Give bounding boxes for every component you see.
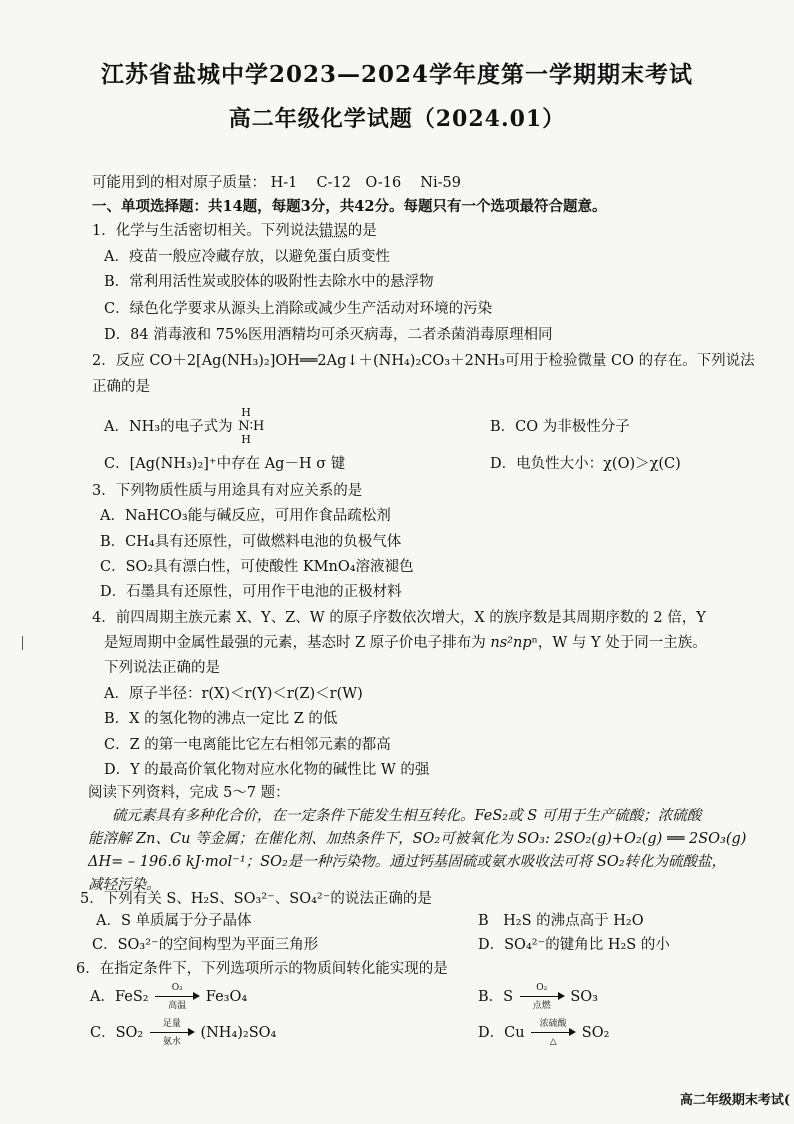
electron-formula-h-bottom: H [241,433,251,446]
q6-d-product: SO₂ [581,1025,610,1041]
q4-electron-config-sup: ⁿ [531,635,538,651]
q6-b-arrow-line [520,996,560,997]
q4-stem-line2-d: ，W 与 Y 处于同一主族。 [537,635,707,651]
q4-stem-line3: 下列说法正确的是 [104,660,220,676]
q6-d-reactant: D．Cu [478,1025,525,1041]
section-heading: 一、单项选择题：共14题，每题3分，共42分。每题只有一个选项最符合题意。 [92,198,607,215]
q1-stem-a: 1．化学与生活密切相关。下列说法 [92,223,319,239]
q2-option-a [104,406,271,446]
q6-a-arrow-head [193,992,200,1000]
q6-d-arrow [529,1019,577,1047]
q4-stem-line2-a: 是短周期中金属性最强的元素，基态时 Z 原子价电子排布为 [104,635,491,651]
q4-electron-config: ns²np [490,635,532,651]
q6-d-arrow-head [569,1028,576,1036]
electron-formula-h-top: H [241,406,251,419]
q2-option-c: C．[Ag(NH₃)₂]⁺中存在 Ag－H σ 键 [104,456,346,472]
q5-stem: 5．下列有关 S、H₂S、SO₃²⁻、SO₄²⁻的说法正确的是 [80,891,432,907]
q6-a-arrow-line [155,996,195,997]
q6-b-reactant: B．S [478,989,514,1005]
q6-c-arrow [148,1019,196,1047]
q6-stem: 6．在指定条件下，下列选项所示的物质间转化能实现的是 [76,961,448,977]
q6-a-arrow-top: O₂ [171,983,183,993]
q6-a-reactant: A．FeS₂ [90,989,149,1005]
q1-option-d: D．84 消毒液和 75%医用酒精均可杀灭病毒，二者杀菌消毒原理相同 [104,327,553,343]
q6-d-arrow-bottom: △ [549,1037,557,1047]
q6-c-arrow-line [150,1032,190,1033]
q1-stem [92,222,377,240]
q1-option-a: A．疫苗一般应冷藏存放，以避免蛋白质变性 [104,249,390,265]
q5-option-c: C．SO₃²⁻的空间构型为平面三角形 [92,937,319,953]
q2-option-b: B．CO 为非极性分子 [490,419,630,435]
q6-b-arrow-top: O₂ [536,983,548,993]
reading-paragraph-line1: 硫元素具有多种化合价，在一定条件下能发生相互转化。FeS₂或 S 可用于生产硫酸；浓硫酸 [112,808,702,824]
q1-option-c: C．绿色化学要求从源头上消除或减少生产活动对环境的污染 [104,301,493,317]
q4-option-d: D．Y 的最高价氧化物对应水化物的碱性比 W 的强 [104,762,430,778]
q6-d-arrow-line [531,1032,571,1033]
q6-c-arrow-head [188,1028,195,1036]
reading-paragraph-line4: 减轻污染。 [88,877,161,893]
q6-c-arrow-top: 足量 [162,1019,181,1029]
q6-option-c [90,1019,277,1047]
q4-stem-line2 [104,634,707,652]
q4-option-c: C．Z 的第一电离能比它左右相邻元素的都高 [104,737,391,753]
q4-option-b: B．X 的氢化物的沸点一定比 Z 的低 [104,711,338,727]
q6-d-arrow-top: 浓硫酸 [539,1019,567,1029]
q6-c-product: (NH₄)₂SO₄ [200,1025,277,1041]
q3-option-c: C．SO₂具有漂白性，可使酸性 KMnO₄溶液褪色 [100,559,414,575]
q6-b-product: SO₃ [570,989,598,1005]
nh3-electron-formula [237,406,271,446]
electron-formula-n-h: N∶H [238,419,265,434]
q5-option-a: A．S 单质属于分子晶体 [96,913,252,929]
q6-b-arrow-bottom: 点燃 [532,1001,551,1011]
q2-stem-line2: 正确的是 [92,379,150,395]
q6-option-b [478,983,598,1011]
exam-title: 江苏省盐城中学2023—2024学年度第一学期期末考试 [100,61,694,88]
q3-stem: 3．下列物质性质与用途具有对应关系的是 [92,483,363,499]
reading-intro: 阅读下列资料，完成 5～7 题： [88,785,290,801]
q6-b-arrow-head [558,992,565,1000]
reading-paragraph-line2: 能溶解 Zn、Cu 等金属；在催化剂、加热条件下，SO₂可被氧化为 SO₃: 2SO₂(g)+O₂(g) ══ 2SO₃(g) [88,831,747,847]
exam-subtitle: 高二年级化学试题（2024.01） [228,106,566,132]
q6-a-product: Fe₃O₄ [205,989,248,1005]
q3-option-b: B．CH₄具有还原性，可做燃料电池的负极气体 [100,534,402,550]
page-footer: 高二年级期末考试( [679,1093,790,1108]
q2-stem-line1: 2．反应 CO＋2[Ag(NH₃)₂]OH══2Ag↓＋(NH₄)₂CO₃＋2NH₃可用于检验微量 CO 的存在。下列说法 [92,353,755,369]
atomic-mass-line: 可能用到的相对原子质量： H-1 C-12 O-16 Ni-59 [92,175,461,191]
q1-stem-c: 的是 [347,223,377,239]
reading-paragraph-line3: ΔH= – 196.6 kJ·mol⁻¹；SO₂是一种污染物。通过钙基固硫或氨水吸收法可将 SO₂转化为硫酸盐， [88,854,727,870]
q1-option-b: B．常利用活性炭或胶体的吸附性去除水中的悬浮物 [104,274,434,290]
q6-b-arrow [518,983,566,1011]
q3-option-a: A．NaHCO₃能与碱反应，可用作食品疏松剂 [100,508,391,524]
q6-option-a [90,983,248,1011]
margin-mark [22,636,23,650]
q6-a-arrow-bottom: 高温 [168,1001,187,1011]
q6-option-d [478,1019,610,1047]
q1-stem-emphasis: 错误 [318,223,348,239]
q6-c-reactant: C．SO₂ [90,1025,144,1041]
q6-a-arrow [153,983,201,1011]
q2-option-a-text: A．NH₃的电子式为 [104,419,233,435]
q5-option-d: D．SO₄²⁻的键角比 H₂S 的小 [478,937,670,953]
q4-option-a: A．原子半径：r(X)＜r(Y)＜r(Z)＜r(W) [104,686,363,702]
q4-stem-line1: 4．前四周期主族元素 X、Y、Z、W 的原子序数依次增大，X 的族序数是其周期序数的 2 倍，Y [92,610,706,626]
q6-c-arrow-bottom: 氨水 [162,1037,181,1047]
q3-option-d: D．石墨具有还原性，可用作干电池的正极材料 [100,584,402,600]
q2-option-d: D．电负性大小：χ(O)＞χ(C) [490,456,681,472]
q5-option-b: B H₂S 的沸点高于 H₂O [478,913,644,929]
